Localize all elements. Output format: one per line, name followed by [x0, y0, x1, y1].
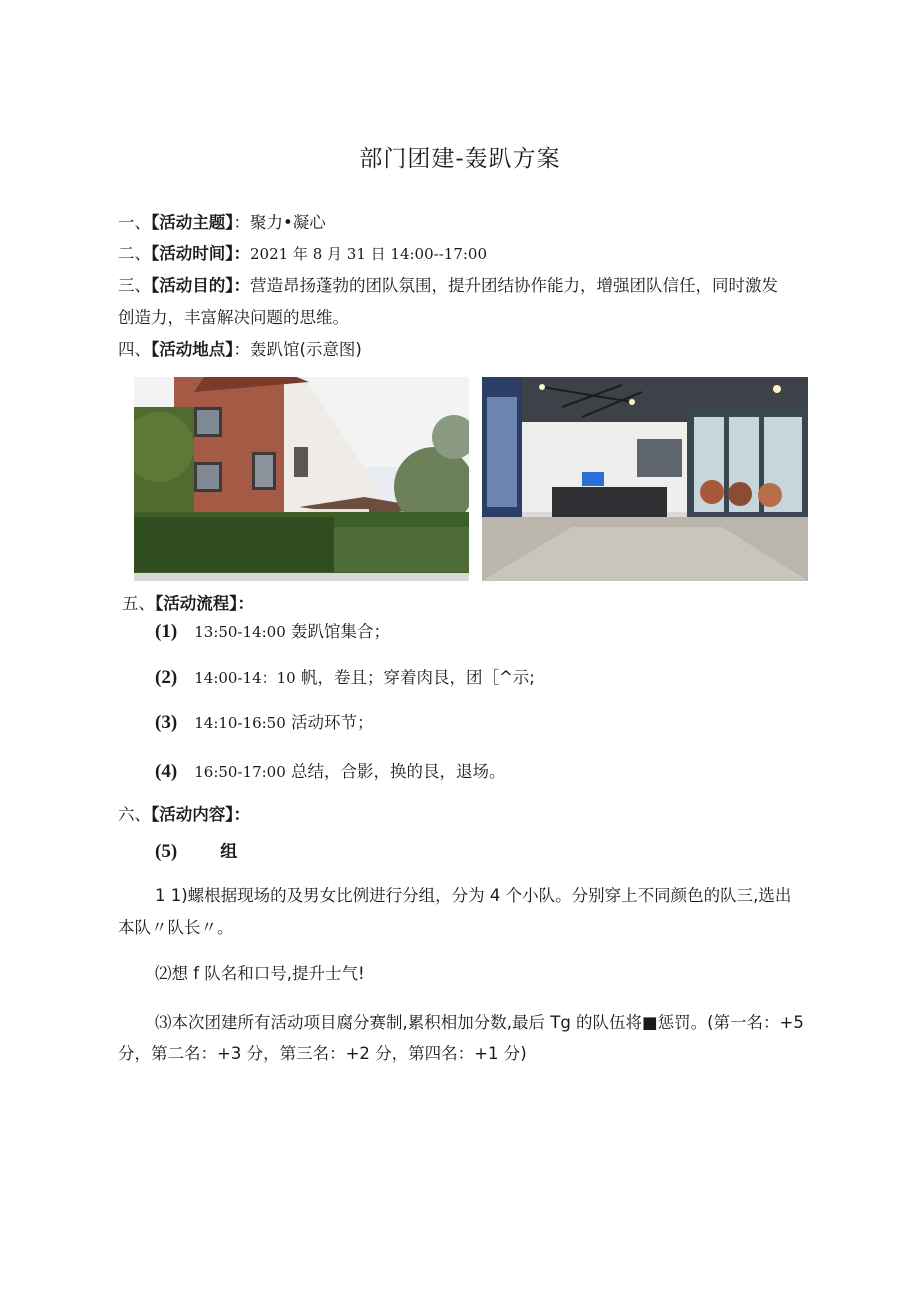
section-key: 【活动目的】：: [151, 276, 250, 295]
section-key: 【活动内容】：: [151, 805, 250, 824]
section-key: 【活动流程】：: [155, 594, 254, 613]
item-time: 16:50-17:00: [194, 763, 286, 781]
subsection-number: (5): [155, 841, 178, 862]
content-paragraph-1: 1 1)螺根据现场的及男女比例进行分组，分为 4 个小队。分别穿上不同颜色的队三,选出: [155, 886, 792, 905]
item-time: 13:50-14:00: [194, 623, 286, 641]
section-purpose: [118, 275, 778, 297]
subsection-label: 组: [220, 842, 238, 862]
item-number: (3): [155, 712, 178, 733]
item-time: 14:10-16:50: [194, 714, 286, 732]
section-number: 一、: [118, 213, 151, 232]
content-paragraph-3: ⑶本次团建所有活动项目腐分赛制,累积相加分数,最后 Tg 的队伍将■惩罚。(第一名：+5: [155, 1013, 804, 1032]
section-number: 六、: [118, 805, 151, 824]
page-title: 部门团建-轰趴方案: [359, 146, 561, 172]
section-number: 五、: [122, 594, 155, 613]
process-item: [155, 664, 535, 689]
item-text: 活动环节；: [291, 713, 374, 732]
item-number: (2): [155, 667, 178, 688]
section-process: [122, 593, 254, 615]
section-key: 【活动主题】: [151, 213, 234, 232]
section-theme: [118, 212, 326, 234]
separator: ：: [233, 213, 250, 232]
subsection-grouping: [155, 837, 237, 863]
section-number: 三、: [118, 276, 151, 295]
section-purpose-continued: 创造力，丰富解决问题的思维。: [118, 308, 349, 327]
section-key: 【活动地点】: [151, 340, 234, 359]
item-time: 14:00-14：10: [194, 669, 296, 687]
section-time: [118, 243, 487, 265]
section-value: 聚力•凝心: [250, 213, 326, 232]
content-paragraph-2: ⑵想 f 队名和口号,提升士气!: [155, 964, 365, 983]
section-location: [118, 339, 362, 361]
process-item: [155, 758, 506, 783]
process-item: [155, 709, 374, 734]
item-text: 帆，卷且；穿着肉艮，团［^示;: [300, 668, 535, 687]
section-number: 四、: [118, 340, 151, 359]
venue-interior-photo: [482, 377, 808, 581]
section-value: 轰趴馆(示意图): [250, 340, 362, 359]
section-content: [118, 804, 250, 826]
content-paragraph-1-continued: 本队〃队长〃。: [118, 918, 234, 937]
venue-exterior-photo: [134, 377, 469, 581]
separator: ：: [233, 340, 250, 359]
item-text: 轰趴馆集合；: [291, 622, 391, 641]
section-key: 【活动时间】：: [151, 244, 250, 263]
item-number: (4): [155, 761, 178, 782]
section-number: 二、: [118, 244, 151, 263]
process-item: [155, 618, 390, 643]
item-text: 总结，合影，换的艮，退场。: [291, 762, 506, 781]
section-value: 2021 年 8 月 31 日 14:00--17:00: [250, 245, 488, 263]
content-paragraph-3-continued: 分，第二名：+3 分，第三名：+2 分，第四名：+1 分): [118, 1044, 527, 1063]
section-value: 营造昂扬蓬勃的团队氛围，提升团结协作能力，增强团队信任，同时激发: [250, 276, 778, 295]
item-number: (1): [155, 621, 178, 642]
